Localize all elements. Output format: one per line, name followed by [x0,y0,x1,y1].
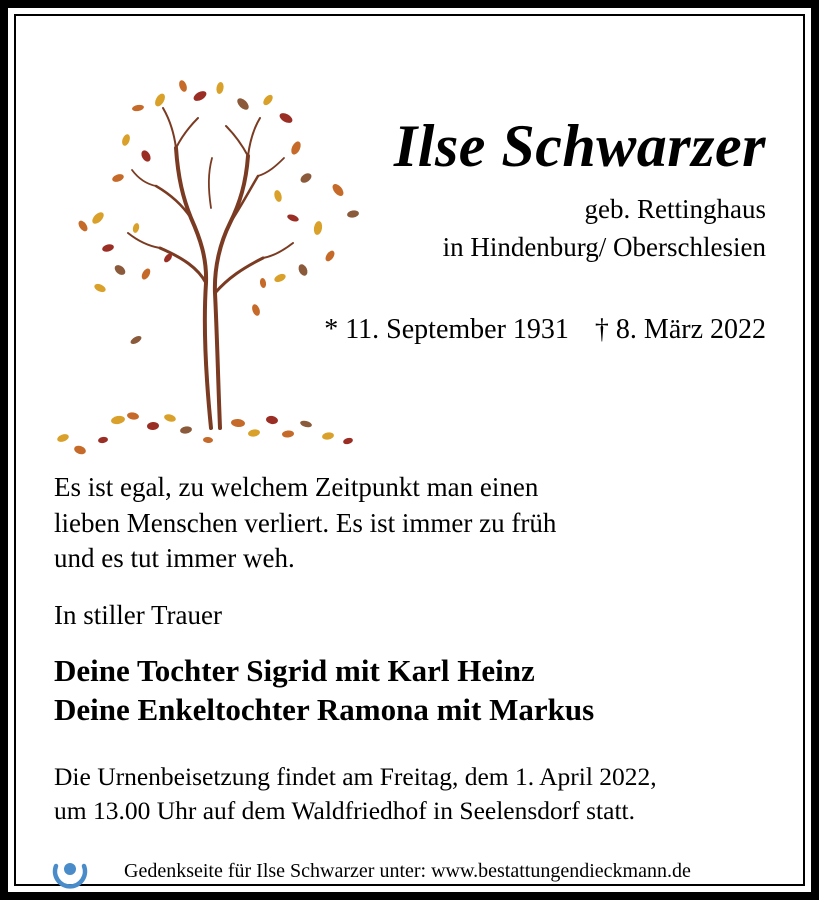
burial-notice [54,760,657,828]
birth-date: * 11. September 1931 [324,314,569,345]
autumn-tree-illustration [48,78,368,463]
mourning-intro: In stiller Trauer [54,600,222,630]
quote-line: lieben Menschen verliert. Es ist immer zu früh [54,507,557,538]
birth-name: geb. Rettinghaus [584,194,766,224]
notice-line: Die Urnenbeisetzung findet am Freitag, dem 1. April 2022, [54,762,657,791]
memorial-quote [54,470,556,577]
mourners-list [54,651,594,729]
memorial-logo-icon [50,852,90,892]
life-dates [324,314,766,346]
quote-line: und es tut immer weh. [54,543,295,573]
quote-line: Es ist egal, zu welchem Zeitpunkt man einen [54,472,539,502]
mourner-entry: Deine Enkeltochter Ramona mit Markus [54,692,595,727]
death-date: † 8. März 2022 [594,314,766,345]
deceased-name: Ilse Schwarzer [393,113,766,179]
birthplace: in Hindenburg/ Oberschlesien [442,232,766,262]
mourner-entry: Deine Tochter Sigrid mit Karl Heinz [54,653,535,688]
memorial-page-link[interactable]: Gedenkseite für Ilse Schwarzer unter: www.bestattungendieckmann.de [124,860,691,882]
notice-line: um 13.00 Uhr auf dem Waldfriedhof in Seelensdorf statt. [54,796,636,825]
